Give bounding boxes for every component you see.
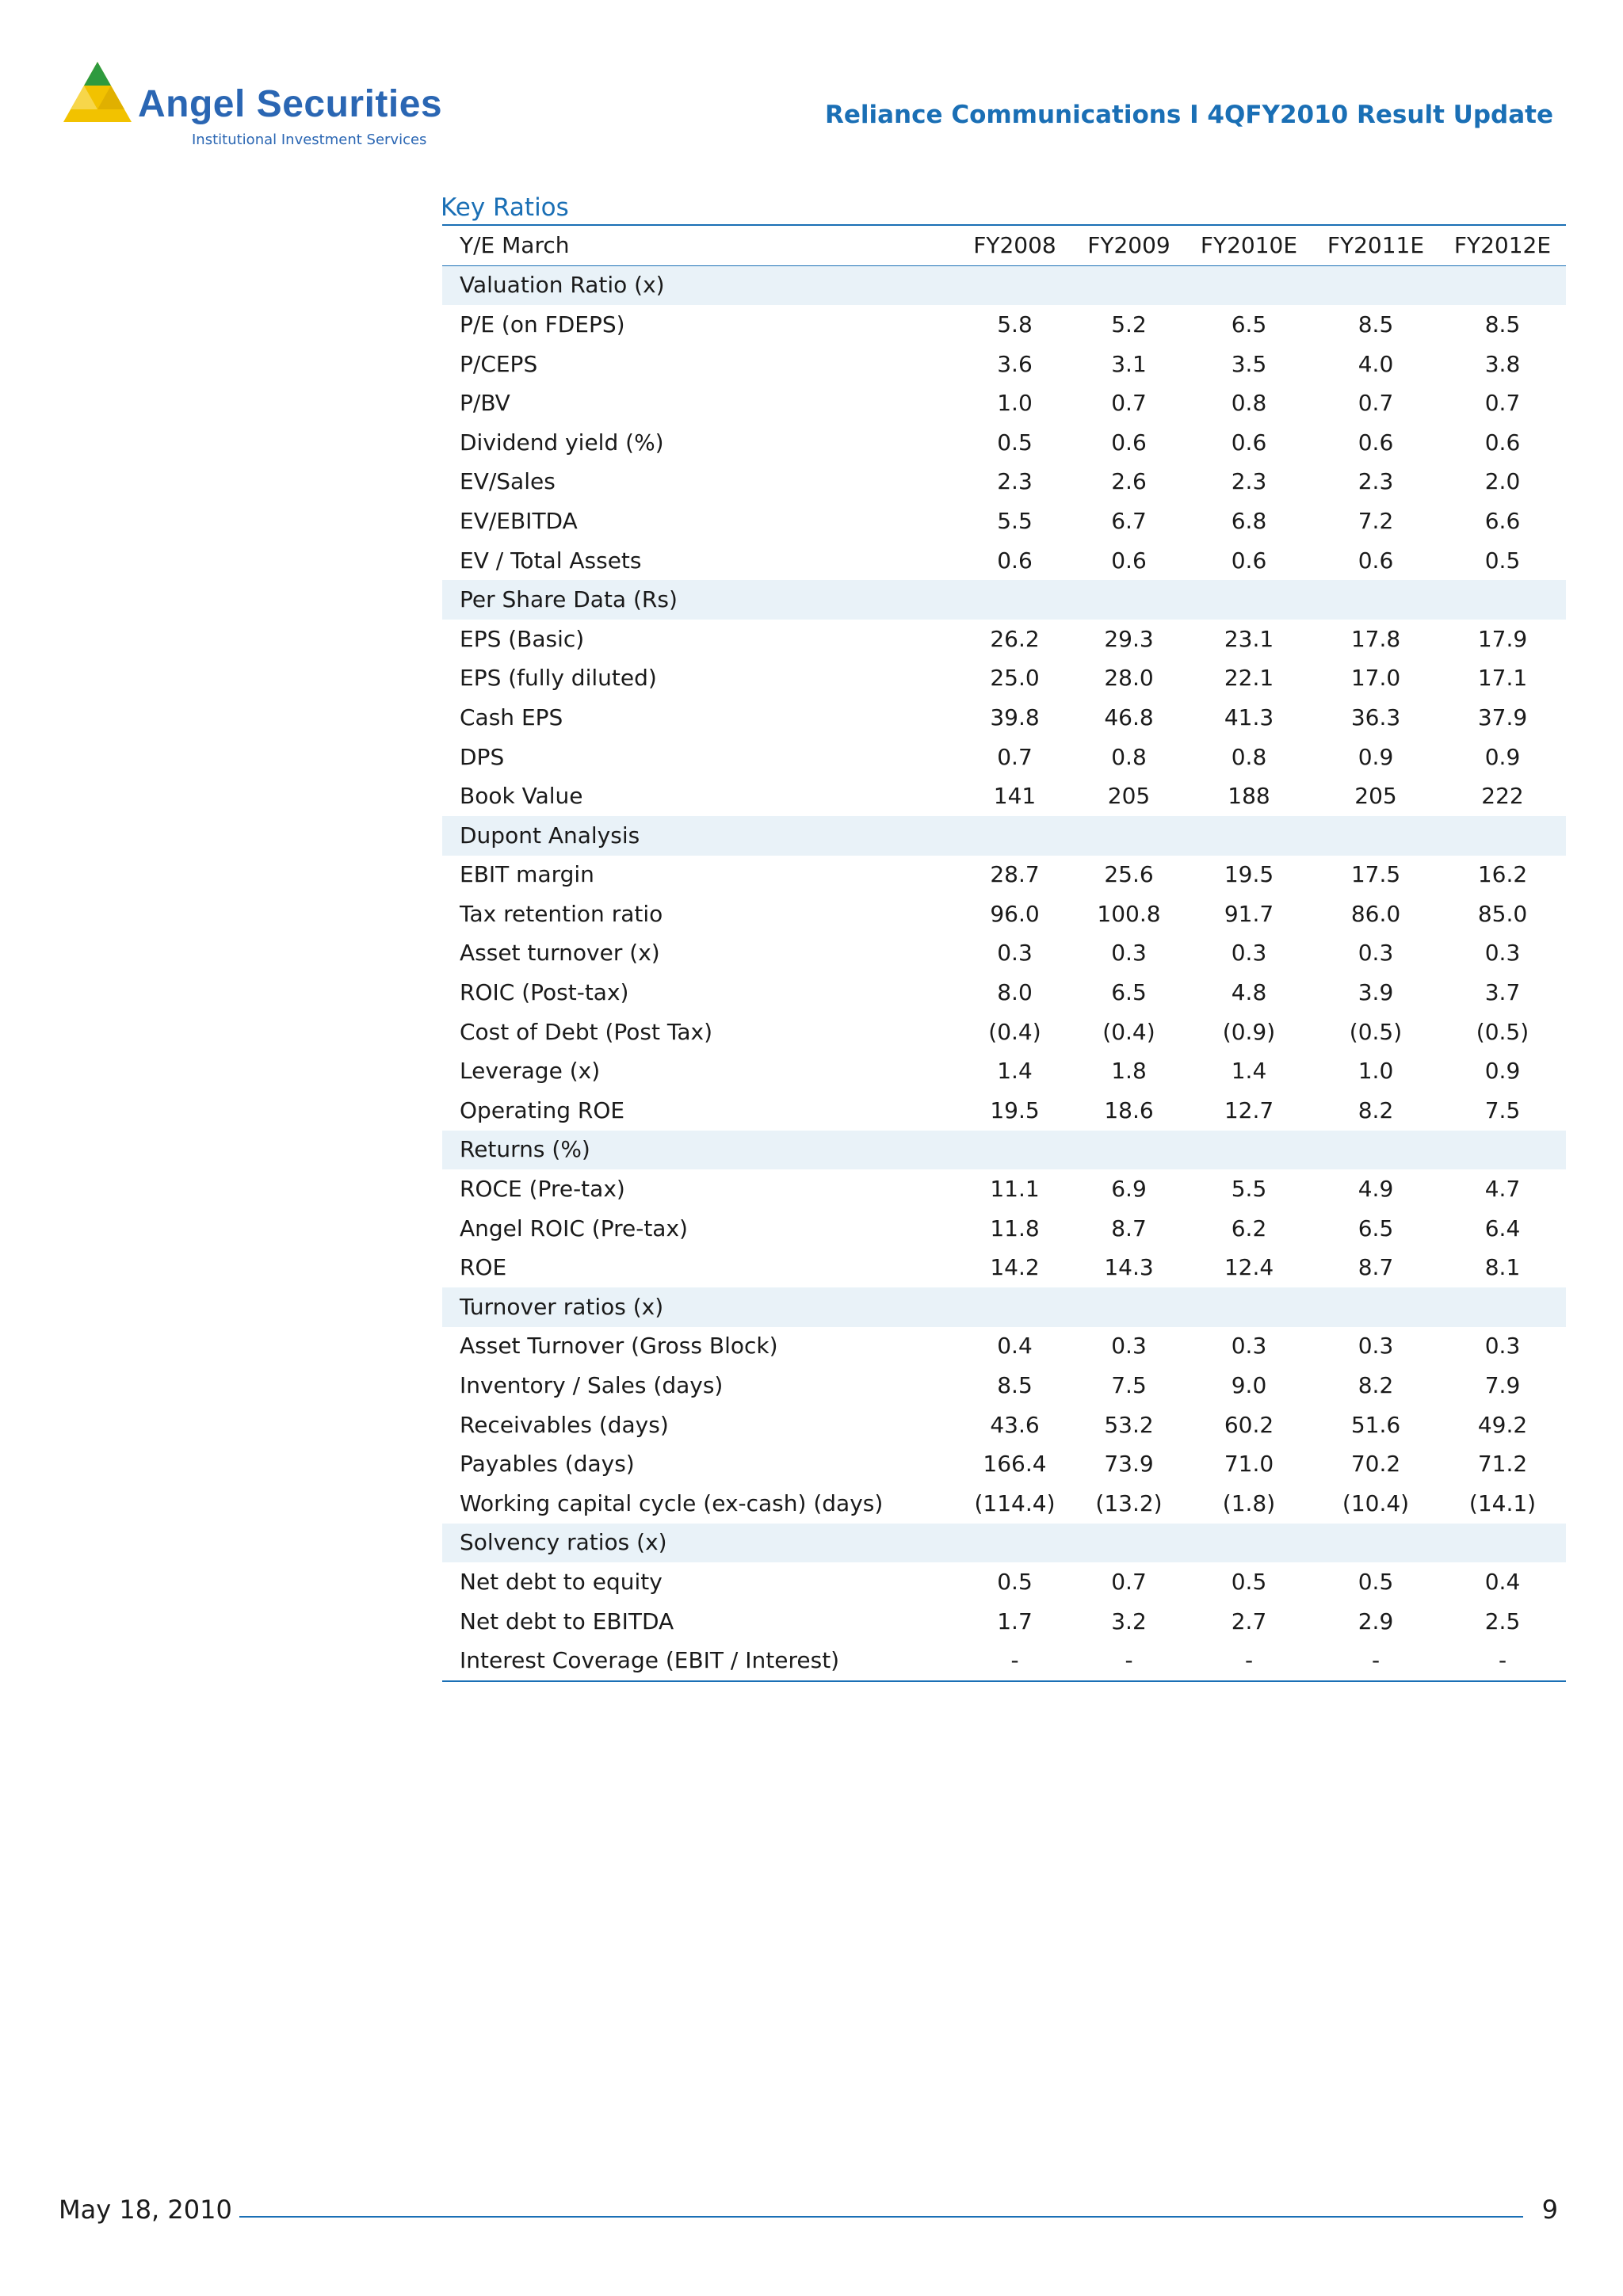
- table-cell: 3.1: [1111, 350, 1147, 377]
- table-row: [442, 659, 1566, 699]
- table-cell: 0.3: [1484, 940, 1521, 967]
- section-header-row: [442, 1524, 1566, 1563]
- table-cell: 222: [1481, 783, 1524, 810]
- column-header: FY2008: [957, 226, 1072, 265]
- section-label: Returns (%): [442, 1131, 1566, 1170]
- table-cell: 0.6: [1231, 547, 1267, 574]
- table-row: [442, 973, 1566, 1013]
- column-header: Y/E March: [442, 226, 957, 265]
- table-cell: 8.0: [997, 979, 1033, 1006]
- table-cell: 3.5: [1231, 350, 1267, 377]
- footer-date: May 18, 2010: [59, 2195, 232, 2225]
- page-number: 9: [1541, 2195, 1558, 2225]
- table-cell: 0.5: [1358, 1568, 1394, 1595]
- row-label: P/E (on FDEPS): [460, 311, 625, 338]
- table-cell: 2.6: [1111, 468, 1147, 495]
- table-cell: 0.7: [997, 743, 1033, 770]
- table-cell: 17.1: [1477, 665, 1528, 692]
- table-cell: 6.5: [1358, 1215, 1394, 1241]
- column-header: FY2010E: [1186, 226, 1312, 265]
- table-cell: 37.9: [1477, 704, 1528, 730]
- key-ratios-table-container: [442, 224, 1566, 1682]
- section-label: Valuation Ratio (x): [442, 265, 1566, 305]
- table-cell: 25.6: [1104, 861, 1154, 888]
- row-label: Tax retention ratio: [460, 900, 663, 927]
- table-cell: 17.0: [1350, 665, 1401, 692]
- table-cell: 19.5: [1224, 861, 1274, 888]
- table-cell: 100.8: [1097, 900, 1161, 927]
- table-cell: 1.0: [1358, 1058, 1394, 1085]
- report-title: Reliance Communications I 4QFY2010 Result Update: [824, 101, 1553, 129]
- table-cell: 12.4: [1224, 1254, 1274, 1281]
- table-cell: 8.1: [1484, 1254, 1521, 1281]
- row-label: Working capital cycle (ex-cash) (days): [460, 1489, 884, 1516]
- logo-triangle-icon: [62, 60, 133, 124]
- table-cell: 1.7: [997, 1608, 1033, 1634]
- table-cell: 7.5: [1484, 1097, 1521, 1123]
- section-header-row: [442, 265, 1566, 305]
- row-label: P/CEPS: [460, 350, 538, 377]
- table-cell: 1.4: [1231, 1058, 1267, 1085]
- row-label: Receivables (days): [460, 1411, 669, 1438]
- table-row: [442, 1051, 1566, 1091]
- table-cell: 8.2: [1358, 1372, 1394, 1399]
- table-cell: 205: [1107, 783, 1151, 810]
- table-cell: 0.8: [1231, 390, 1267, 417]
- section-label: Per Share Data (Rs): [442, 580, 1566, 620]
- table-cell: 43.6: [990, 1411, 1040, 1438]
- row-label: EV/Sales: [460, 468, 556, 495]
- column-header: FY2011E: [1312, 226, 1439, 265]
- table-cell: 0.7: [1111, 1568, 1147, 1595]
- table-cell: 8.2: [1358, 1097, 1394, 1123]
- table-cell: 18.6: [1104, 1097, 1154, 1123]
- table-cell: 12.7: [1224, 1097, 1274, 1123]
- table-cell: 0.6: [1111, 547, 1147, 574]
- table-cell: 2.5: [1484, 1608, 1521, 1634]
- table-cell: (0.9): [1222, 1018, 1276, 1045]
- table-cell: 141: [993, 783, 1037, 810]
- table-cell: 70.2: [1350, 1451, 1401, 1478]
- table-title: Key Ratios: [441, 193, 569, 222]
- row-label: Dividend yield (%): [460, 429, 664, 456]
- table-cell: 28.7: [990, 861, 1040, 888]
- table-cell: 3.6: [997, 350, 1033, 377]
- table-cell: 8.5: [1358, 311, 1394, 338]
- table-cell: 0.5: [997, 429, 1033, 456]
- table-cell: 2.0: [1484, 468, 1521, 495]
- row-label: Leverage (x): [460, 1058, 601, 1085]
- row-label: Cash EPS: [460, 704, 563, 730]
- table-cell: (0.4): [988, 1018, 1041, 1045]
- table-cell: 8.7: [1358, 1254, 1394, 1281]
- footer-divider: [239, 2216, 1523, 2218]
- table-header-row: [442, 226, 1566, 265]
- table-cell: 0.5: [1484, 547, 1521, 574]
- table-row: [442, 1169, 1566, 1209]
- row-label: Angel ROIC (Pre-tax): [460, 1215, 688, 1241]
- table-cell: 0.6: [1111, 429, 1147, 456]
- table-cell: 16.2: [1477, 861, 1528, 888]
- row-label: Asset Turnover (Gross Block): [460, 1333, 778, 1360]
- table-cell: 3.7: [1484, 979, 1521, 1006]
- row-label: ROE: [460, 1254, 507, 1281]
- table-cell: 6.6: [1484, 507, 1521, 534]
- table-row: [442, 698, 1566, 738]
- table-cell: 0.6: [1231, 429, 1267, 456]
- table-cell: -: [1244, 1647, 1254, 1674]
- table-cell: 188: [1228, 783, 1270, 810]
- table-cell: 53.2: [1104, 1411, 1154, 1438]
- table-cell: (0.5): [1349, 1018, 1403, 1045]
- table-row: [442, 383, 1566, 423]
- table-row: [442, 856, 1566, 895]
- table-cell: 0.5: [997, 1568, 1033, 1595]
- table-cell: 2.3: [997, 468, 1033, 495]
- table-cell: (114.4): [974, 1489, 1056, 1516]
- table-cell: 17.9: [1477, 625, 1528, 652]
- section-label: Turnover ratios (x): [442, 1287, 1566, 1327]
- row-label: Net debt to equity: [460, 1568, 663, 1595]
- table-row: [442, 1327, 1566, 1367]
- table-row: [442, 305, 1566, 345]
- table-cell: 0.9: [1358, 743, 1394, 770]
- section-header-row: [442, 1131, 1566, 1170]
- table-cell: 6.4: [1484, 1215, 1521, 1241]
- table-cell: 0.3: [1358, 1333, 1394, 1360]
- table-cell: -: [1125, 1647, 1133, 1674]
- table-cell: 0.7: [1111, 390, 1147, 417]
- table-cell: -: [1498, 1647, 1507, 1674]
- table-cell: 8.5: [1484, 311, 1521, 338]
- table-cell: -: [1010, 1647, 1019, 1674]
- table-row: [442, 1484, 1566, 1524]
- row-label: EBIT margin: [460, 861, 594, 888]
- table-row: [442, 776, 1566, 816]
- table-cell: 14.2: [990, 1254, 1040, 1281]
- table-cell: 0.4: [997, 1333, 1033, 1360]
- table-cell: 46.8: [1104, 704, 1154, 730]
- table-cell: 1.4: [997, 1058, 1033, 1085]
- table-cell: 6.9: [1111, 1176, 1147, 1203]
- table-row: [442, 1444, 1566, 1484]
- table-row: [442, 1562, 1566, 1602]
- table-cell: 17.5: [1350, 861, 1401, 888]
- table-cell: 5.8: [997, 311, 1033, 338]
- table-cell: 0.6: [1358, 429, 1394, 456]
- table-cell: 73.9: [1104, 1451, 1154, 1478]
- table-row: [442, 1013, 1566, 1052]
- section-label: Solvency ratios (x): [442, 1524, 1566, 1563]
- row-label: Net debt to EBITDA: [460, 1608, 674, 1634]
- table-cell: 5.5: [1231, 1176, 1267, 1203]
- column-header: FY2012E: [1439, 226, 1566, 265]
- table-cell: 17.8: [1350, 625, 1401, 652]
- table-cell: 0.5: [1231, 1568, 1267, 1595]
- table-cell: 0.9: [1484, 743, 1521, 770]
- table-cell: 3.2: [1111, 1608, 1147, 1634]
- table-cell: 5.5: [997, 507, 1033, 534]
- table-row: [442, 463, 1566, 502]
- table-cell: (14.1): [1468, 1489, 1537, 1516]
- key-ratios-table: [442, 226, 1566, 1680]
- table-row: [442, 1209, 1566, 1249]
- table-row: [442, 1366, 1566, 1405]
- table-cell: 0.6: [1484, 429, 1521, 456]
- table-cell: 7.5: [1111, 1372, 1147, 1399]
- company-logo: [62, 60, 458, 155]
- table-row: [442, 1248, 1566, 1287]
- table-row: [442, 894, 1566, 934]
- table-cell: 51.6: [1350, 1411, 1401, 1438]
- table-row: [442, 1641, 1566, 1680]
- row-label: ROIC (Post-tax): [460, 979, 629, 1006]
- table-cell: -: [1371, 1647, 1381, 1674]
- table-cell: 3.8: [1484, 350, 1521, 377]
- table-cell: 11.1: [990, 1176, 1040, 1203]
- table-cell: 6.8: [1231, 507, 1267, 534]
- table-cell: 6.5: [1231, 311, 1267, 338]
- table-cell: 0.3: [997, 940, 1033, 967]
- table-cell: 49.2: [1477, 1411, 1528, 1438]
- table-cell: 2.9: [1358, 1608, 1394, 1634]
- table-cell: 4.9: [1358, 1176, 1394, 1203]
- table-cell: 0.3: [1231, 940, 1267, 967]
- table-cell: 0.9: [1484, 1058, 1521, 1085]
- row-label: Payables (days): [460, 1451, 635, 1478]
- table-row: [442, 541, 1566, 581]
- table-row: [442, 1602, 1566, 1642]
- row-label: Inventory / Sales (days): [460, 1372, 724, 1399]
- table-cell: (0.5): [1476, 1018, 1529, 1045]
- table-cell: 4.7: [1484, 1176, 1521, 1203]
- row-label: EPS (fully diluted): [460, 665, 657, 692]
- row-label: Asset turnover (x): [460, 940, 660, 967]
- table-cell: 2.7: [1231, 1608, 1267, 1634]
- table-cell: 6.5: [1111, 979, 1147, 1006]
- table-cell: (1.8): [1222, 1489, 1276, 1516]
- table-cell: 71.0: [1224, 1451, 1274, 1478]
- table-cell: 8.7: [1111, 1215, 1147, 1241]
- column-header: FY2009: [1072, 226, 1186, 265]
- table-cell: 0.6: [997, 547, 1033, 574]
- table-cell: 0.7: [1358, 390, 1394, 417]
- table-cell: 0.3: [1111, 1333, 1147, 1360]
- table-cell: 71.2: [1477, 1451, 1528, 1478]
- table-cell: 6.7: [1111, 507, 1147, 534]
- table-row: [442, 345, 1566, 384]
- row-label: EV/EBITDA: [460, 507, 578, 534]
- table-row: [442, 502, 1566, 541]
- section-header-row: [442, 816, 1566, 856]
- table-row: [442, 1091, 1566, 1131]
- section-header-row: [442, 1287, 1566, 1327]
- table-cell: 6.2: [1231, 1215, 1267, 1241]
- section-label: Dupont Analysis: [442, 816, 1566, 856]
- logo-tagline: Institutional Investment Services: [192, 132, 427, 148]
- row-label: Cost of Debt (Post Tax): [460, 1018, 713, 1045]
- table-cell: 85.0: [1477, 900, 1528, 927]
- table-cell: 0.7: [1484, 390, 1521, 417]
- table-cell: 11.8: [990, 1215, 1040, 1241]
- table-cell: 4.8: [1231, 979, 1267, 1006]
- table-row: [442, 1405, 1566, 1445]
- table-cell: 19.5: [990, 1097, 1040, 1123]
- table-cell: (0.4): [1102, 1018, 1155, 1045]
- table-cell: 1.8: [1111, 1058, 1147, 1085]
- table-cell: 86.0: [1350, 900, 1401, 927]
- table-cell: 41.3: [1224, 704, 1274, 730]
- table-cell: 7.9: [1484, 1372, 1521, 1399]
- table-cell: 0.6: [1358, 547, 1394, 574]
- table-cell: (10.4): [1342, 1489, 1410, 1516]
- table-cell: 166.4: [983, 1451, 1047, 1478]
- section-header-row: [442, 580, 1566, 620]
- row-label: EPS (Basic): [460, 625, 585, 652]
- table-row: [442, 423, 1566, 463]
- row-label: DPS: [460, 743, 505, 770]
- table-row: [442, 620, 1566, 659]
- row-label: ROCE (Pre-tax): [460, 1176, 625, 1203]
- row-label: EV / Total Assets: [460, 547, 642, 574]
- table-cell: 25.0: [990, 665, 1040, 692]
- row-label: P/BV: [460, 390, 510, 417]
- row-label: Operating ROE: [460, 1097, 625, 1123]
- logo-name: Angel Securities: [138, 83, 443, 125]
- table-cell: 0.3: [1358, 940, 1394, 967]
- table-cell: 0.3: [1231, 1333, 1267, 1360]
- table-cell: 39.8: [990, 704, 1040, 730]
- table-cell: 2.3: [1358, 468, 1394, 495]
- table-cell: 5.2: [1111, 311, 1147, 338]
- table-cell: 26.2: [990, 625, 1040, 652]
- table-cell: 0.3: [1484, 1333, 1521, 1360]
- table-cell: 96.0: [990, 900, 1040, 927]
- table-cell: 14.3: [1104, 1254, 1154, 1281]
- table-cell: 36.3: [1350, 704, 1401, 730]
- table-cell: 0.8: [1231, 743, 1267, 770]
- table-cell: 22.1: [1224, 665, 1274, 692]
- table-cell: 4.0: [1358, 350, 1394, 377]
- table-cell: 60.2: [1224, 1411, 1274, 1438]
- table-row: [442, 934, 1566, 974]
- table-cell: 7.2: [1358, 507, 1394, 534]
- table-row: [442, 738, 1566, 777]
- table-cell: 1.0: [997, 390, 1033, 417]
- table-cell: 3.9: [1358, 979, 1394, 1006]
- row-label: Interest Coverage (EBIT / Interest): [460, 1647, 840, 1674]
- table-cell: 0.8: [1111, 743, 1147, 770]
- table-cell: 0.3: [1111, 940, 1147, 967]
- table-cell: 23.1: [1224, 625, 1274, 652]
- table-cell: 205: [1354, 783, 1397, 810]
- table-cell: 9.0: [1231, 1372, 1267, 1399]
- table-cell: (13.2): [1095, 1489, 1163, 1516]
- row-label: Book Value: [460, 783, 583, 810]
- table-cell: 91.7: [1224, 900, 1274, 927]
- table-cell: 29.3: [1104, 625, 1154, 652]
- table-cell: 28.0: [1104, 665, 1154, 692]
- table-cell: 8.5: [997, 1372, 1033, 1399]
- table-cell: 2.3: [1231, 468, 1267, 495]
- table-cell: 0.4: [1484, 1568, 1521, 1595]
- table-body: [442, 265, 1566, 1680]
